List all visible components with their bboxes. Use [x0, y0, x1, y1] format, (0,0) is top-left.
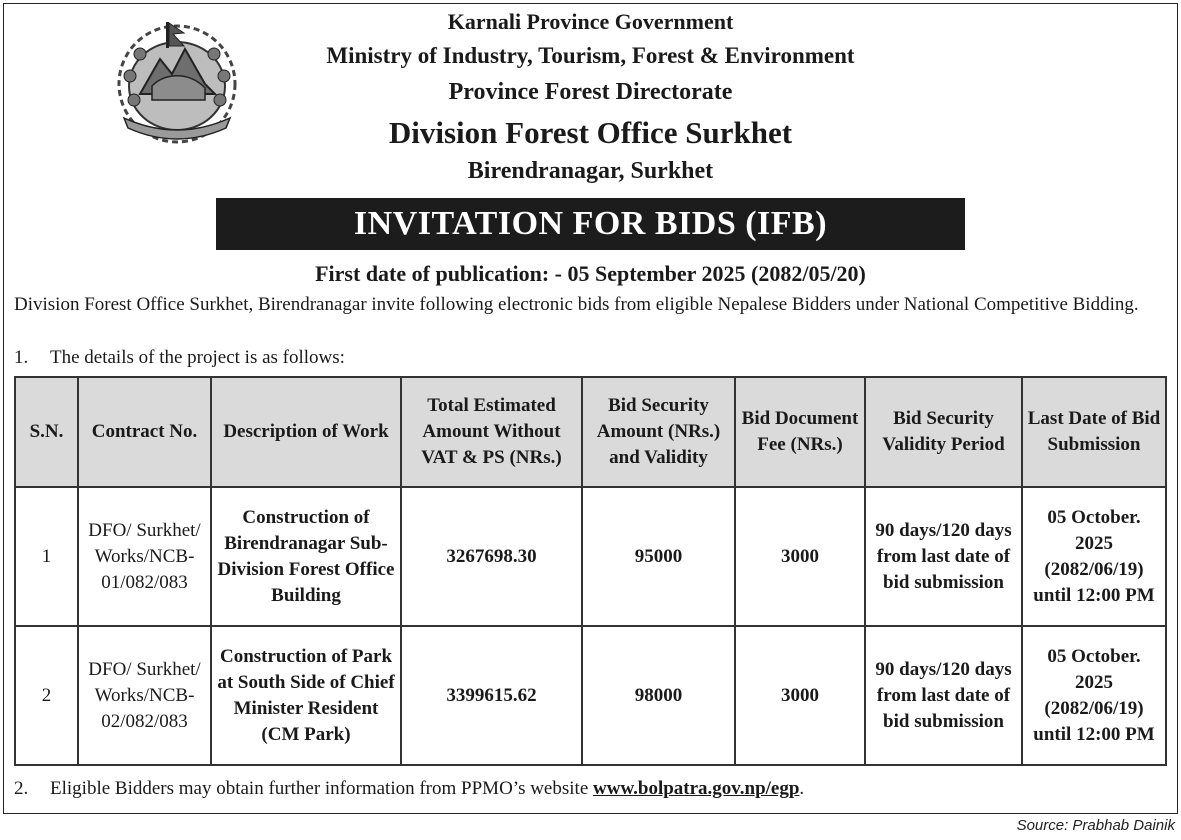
list-item-number: 2.	[14, 778, 29, 799]
source-credit: Source: Prabhab Dainik	[1016, 817, 1175, 834]
office-heading: Division Forest Office Surkhet	[388, 115, 793, 150]
cell-validity: 90 days/120 days from last date of bid submission	[865, 626, 1022, 765]
province-heading: Karnali Province Government	[447, 9, 734, 34]
header-fee: Bid Document Fee (NRs.)	[735, 377, 865, 487]
list-item-text: The details of the project is as follows:	[50, 347, 345, 368]
list-item-1	[14, 347, 345, 369]
directorate-heading: Province Forest Directorate	[448, 79, 733, 105]
cell-contract: DFO/ Surkhet/ Works/NCB-01/082/083	[78, 487, 211, 626]
table-header-row	[15, 377, 1166, 487]
cell-amount: 3399615.62	[401, 626, 582, 765]
cell-amount: 3267698.30	[401, 487, 582, 626]
location-heading: Birendranagar, Surkhet	[467, 158, 714, 184]
cell-fee: 3000	[735, 487, 865, 626]
intro-paragraph: Division Forest Office Surkhet, Birendranagar invite following electronic bids from eligible Nepalese Bidders under National Competitive Bidding.	[14, 294, 1139, 315]
cell-lastdate: 05 October. 2025 (2082/06/19) until 12:00 PM	[1022, 626, 1166, 765]
list-item-number: 1.	[14, 347, 29, 368]
header-security: Bid Security Amount (NRs.) and Validity	[582, 377, 735, 487]
cell-description: Construction of Birendranagar Sub-Division Forest Office Building	[211, 487, 401, 626]
ifb-banner	[216, 198, 965, 250]
cell-security: 95000	[582, 487, 735, 626]
cell-description: Construction of Park at South Side of Chief Minister Resident (CM Park)	[211, 626, 401, 765]
header-amount: Total Estimated Amount Without VAT & PS (NRs.)	[401, 377, 582, 487]
publication-date: First date of publication: - 05 September 2025 (2082/05/20)	[315, 261, 866, 286]
table-row	[15, 487, 1166, 626]
cell-security: 98000	[582, 626, 735, 765]
cell-lastdate: 05 October. 2025 (2082/06/19) until 12:00 PM	[1022, 487, 1166, 626]
cell-sn: 2	[15, 626, 78, 765]
table-row	[15, 626, 1166, 765]
ministry-heading: Ministry of Industry, Tourism, Forest & Environment	[326, 43, 855, 68]
cell-validity: 90 days/120 days from last date of bid submission	[865, 487, 1022, 626]
cell-fee: 3000	[735, 626, 865, 765]
header-contract: Contract No.	[78, 377, 211, 487]
header-sn: S.N.	[15, 377, 78, 487]
list-item-end: .	[799, 778, 805, 799]
banner-title: INVITATION FOR BIDS (IFB)	[353, 205, 828, 242]
list-item-2	[14, 778, 804, 800]
bids-table	[14, 376, 1167, 766]
cell-contract: DFO/ Surkhet/ Works/NCB-02/082/083	[78, 626, 211, 765]
cell-sn: 1	[15, 487, 78, 626]
ppmo-website-link[interactable]: www.bolpatra.gov.np/egp	[593, 778, 800, 799]
header-validity: Bid Security Validity Period	[865, 377, 1022, 487]
header-description: Description of Work	[211, 377, 401, 487]
list-item-text: Eligible Bidders may obtain further information from PPMO’s website	[50, 778, 589, 799]
header-lastdate: Last Date of Bid Submission	[1022, 377, 1166, 487]
